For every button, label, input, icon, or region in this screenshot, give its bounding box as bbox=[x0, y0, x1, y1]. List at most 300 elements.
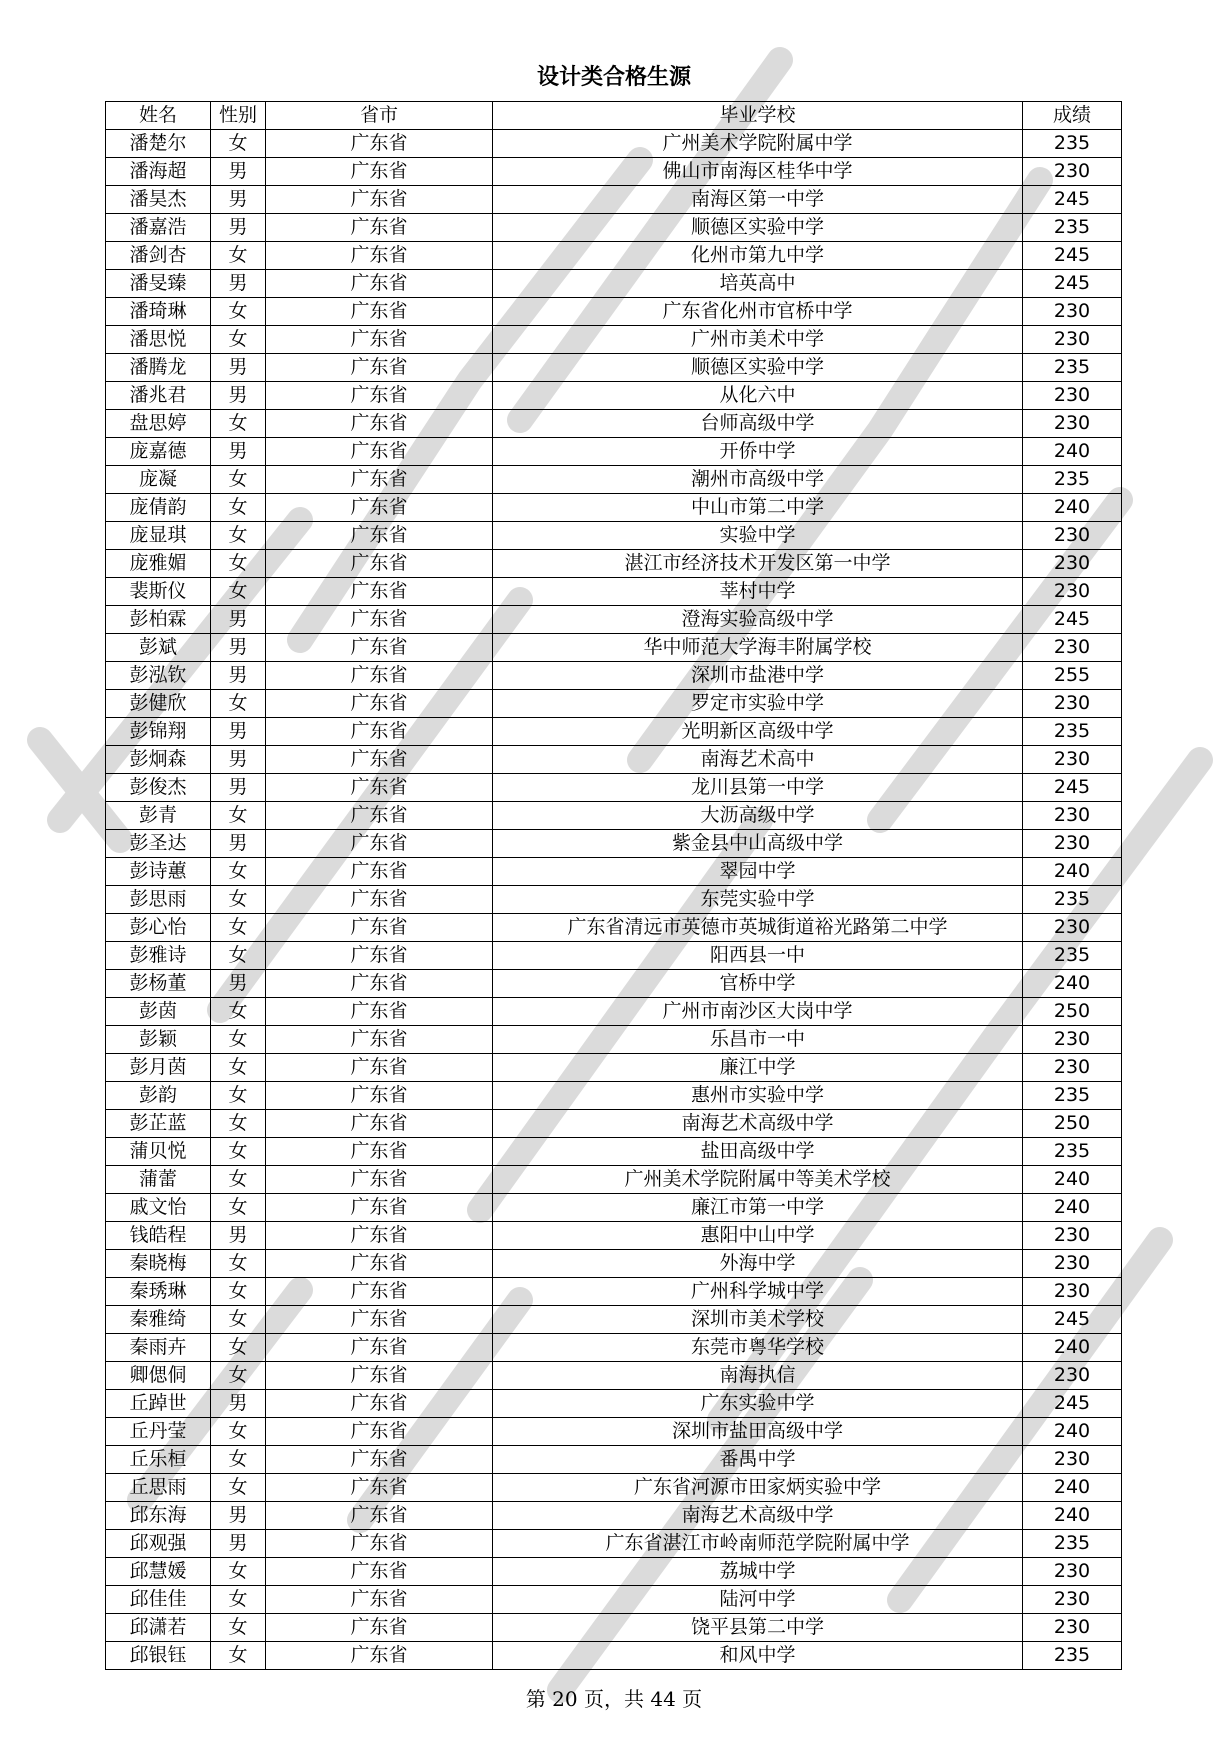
cell-gender: 女 bbox=[211, 1110, 266, 1138]
cell-school: 实验中学 bbox=[493, 522, 1023, 550]
table-row bbox=[106, 242, 1122, 270]
cell-school: 大沥高级中学 bbox=[493, 802, 1023, 830]
cell-province: 广东省 bbox=[266, 354, 493, 382]
cell-score: 245 bbox=[1023, 774, 1122, 802]
cell-gender: 女 bbox=[211, 1586, 266, 1614]
cell-school: 广东省化州市官桥中学 bbox=[493, 298, 1023, 326]
cell-gender: 女 bbox=[211, 1446, 266, 1474]
cell-gender: 男 bbox=[211, 382, 266, 410]
cell-gender: 女 bbox=[211, 326, 266, 354]
table-row bbox=[106, 858, 1122, 886]
document-title: 设计类合格生源 bbox=[536, 65, 691, 90]
cell-name: 邱东海 bbox=[106, 1502, 211, 1530]
cell-school: 顺德区实验中学 bbox=[493, 214, 1023, 242]
cell-score: 230 bbox=[1023, 298, 1122, 326]
cell-province: 广东省 bbox=[266, 690, 493, 718]
cell-name: 邱佳佳 bbox=[106, 1586, 211, 1614]
cell-province: 广东省 bbox=[266, 634, 493, 662]
cell-school: 深圳市盐田高级中学 bbox=[493, 1418, 1023, 1446]
cell-gender: 女 bbox=[211, 1250, 266, 1278]
cell-gender: 女 bbox=[211, 1082, 266, 1110]
cell-school: 南海艺术高中 bbox=[493, 746, 1023, 774]
table-row bbox=[106, 1082, 1122, 1110]
cell-gender: 男 bbox=[211, 354, 266, 382]
cell-province: 广东省 bbox=[266, 1306, 493, 1334]
cell-province: 广东省 bbox=[266, 998, 493, 1026]
cell-name: 邱慧媛 bbox=[106, 1558, 211, 1586]
cell-name: 潘楚尔 bbox=[106, 130, 211, 158]
table-row bbox=[106, 158, 1122, 186]
cell-name: 丘乐桓 bbox=[106, 1446, 211, 1474]
table-row bbox=[106, 1278, 1122, 1306]
cell-school: 深圳市美术学校 bbox=[493, 1306, 1023, 1334]
cell-name: 彭茵 bbox=[106, 998, 211, 1026]
cell-score: 230 bbox=[1023, 1278, 1122, 1306]
table-row bbox=[106, 214, 1122, 242]
cell-score: 230 bbox=[1023, 410, 1122, 438]
cell-name: 邱银钰 bbox=[106, 1642, 211, 1670]
cell-name: 丘思雨 bbox=[106, 1474, 211, 1502]
cell-province: 广东省 bbox=[266, 382, 493, 410]
cell-score: 235 bbox=[1023, 214, 1122, 242]
table-row bbox=[106, 634, 1122, 662]
cell-school: 培英高中 bbox=[493, 270, 1023, 298]
cell-gender: 女 bbox=[211, 858, 266, 886]
table-row bbox=[106, 130, 1122, 158]
cell-gender: 女 bbox=[211, 550, 266, 578]
cell-score: 240 bbox=[1023, 1334, 1122, 1362]
cell-gender: 女 bbox=[211, 298, 266, 326]
table-row bbox=[106, 186, 1122, 214]
table-row bbox=[106, 1474, 1122, 1502]
cell-province: 广东省 bbox=[266, 466, 493, 494]
cell-province: 广东省 bbox=[266, 746, 493, 774]
cell-name: 邱潇若 bbox=[106, 1614, 211, 1642]
cell-score: 235 bbox=[1023, 354, 1122, 382]
cell-school: 盐田高级中学 bbox=[493, 1138, 1023, 1166]
table-row bbox=[106, 382, 1122, 410]
cell-gender: 男 bbox=[211, 970, 266, 998]
header-province: 省市 bbox=[266, 102, 493, 130]
cell-province: 广东省 bbox=[266, 214, 493, 242]
cell-province: 广东省 bbox=[266, 298, 493, 326]
cell-name: 丘丹莹 bbox=[106, 1418, 211, 1446]
table-row bbox=[106, 718, 1122, 746]
table-row bbox=[106, 942, 1122, 970]
cell-score: 230 bbox=[1023, 1026, 1122, 1054]
cell-name: 彭杨董 bbox=[106, 970, 211, 998]
cell-score: 235 bbox=[1023, 130, 1122, 158]
cell-score: 230 bbox=[1023, 914, 1122, 942]
cell-score: 230 bbox=[1023, 326, 1122, 354]
cell-name: 钱皓程 bbox=[106, 1222, 211, 1250]
cell-score: 245 bbox=[1023, 242, 1122, 270]
cell-score: 240 bbox=[1023, 1474, 1122, 1502]
cell-province: 广东省 bbox=[266, 1418, 493, 1446]
cell-gender: 女 bbox=[211, 130, 266, 158]
cell-school: 广东省湛江市岭南师范学院附属中学 bbox=[493, 1530, 1023, 1558]
cell-school: 南海执信 bbox=[493, 1362, 1023, 1390]
cell-province: 广东省 bbox=[266, 1110, 493, 1138]
cell-score: 230 bbox=[1023, 1558, 1122, 1586]
page-footer: 第 20 页，共 44 页 bbox=[525, 1687, 703, 1711]
cell-score: 235 bbox=[1023, 886, 1122, 914]
cell-name: 彭圣达 bbox=[106, 830, 211, 858]
cell-score: 230 bbox=[1023, 1362, 1122, 1390]
table-row bbox=[106, 662, 1122, 690]
cell-school: 光明新区高级中学 bbox=[493, 718, 1023, 746]
cell-province: 广东省 bbox=[266, 1586, 493, 1614]
cell-province: 广东省 bbox=[266, 662, 493, 690]
cell-score: 240 bbox=[1023, 858, 1122, 886]
cell-school: 荔城中学 bbox=[493, 1558, 1023, 1586]
cell-name: 盘思婷 bbox=[106, 410, 211, 438]
cell-name: 潘腾龙 bbox=[106, 354, 211, 382]
cell-school: 广州美术学院附属中学 bbox=[493, 130, 1023, 158]
cell-gender: 女 bbox=[211, 1166, 266, 1194]
table-row bbox=[106, 1026, 1122, 1054]
cell-province: 广东省 bbox=[266, 1530, 493, 1558]
cell-gender: 女 bbox=[211, 1642, 266, 1670]
cell-score: 230 bbox=[1023, 382, 1122, 410]
cell-province: 广东省 bbox=[266, 1166, 493, 1194]
cell-gender: 女 bbox=[211, 1026, 266, 1054]
cell-province: 广东省 bbox=[266, 1278, 493, 1306]
table-row bbox=[106, 1558, 1122, 1586]
cell-name: 蒲贝悦 bbox=[106, 1138, 211, 1166]
table-row bbox=[106, 410, 1122, 438]
cell-gender: 女 bbox=[211, 690, 266, 718]
cell-gender: 男 bbox=[211, 662, 266, 690]
table-row bbox=[106, 326, 1122, 354]
cell-province: 广东省 bbox=[266, 718, 493, 746]
header-gender: 性别 bbox=[211, 102, 266, 130]
cell-gender: 女 bbox=[211, 578, 266, 606]
cell-province: 广东省 bbox=[266, 186, 493, 214]
cell-province: 广东省 bbox=[266, 578, 493, 606]
cell-province: 广东省 bbox=[266, 1446, 493, 1474]
cell-school: 东莞实验中学 bbox=[493, 886, 1023, 914]
table-row bbox=[106, 1586, 1122, 1614]
cell-gender: 女 bbox=[211, 1306, 266, 1334]
cell-score: 240 bbox=[1023, 1194, 1122, 1222]
cell-name: 彭雅诗 bbox=[106, 942, 211, 970]
table-row bbox=[106, 774, 1122, 802]
cell-score: 255 bbox=[1023, 662, 1122, 690]
cell-province: 广东省 bbox=[266, 1026, 493, 1054]
table-row bbox=[106, 1138, 1122, 1166]
cell-gender: 男 bbox=[211, 606, 266, 634]
table-row bbox=[106, 298, 1122, 326]
cell-province: 广东省 bbox=[266, 438, 493, 466]
cell-gender: 男 bbox=[211, 1502, 266, 1530]
cell-name: 潘旻臻 bbox=[106, 270, 211, 298]
table-row bbox=[106, 354, 1122, 382]
table-header-row bbox=[106, 102, 1122, 130]
cell-name: 彭颖 bbox=[106, 1026, 211, 1054]
cell-gender: 女 bbox=[211, 1614, 266, 1642]
cell-score: 230 bbox=[1023, 1614, 1122, 1642]
cell-gender: 男 bbox=[211, 270, 266, 298]
cell-gender: 女 bbox=[211, 410, 266, 438]
cell-gender: 女 bbox=[211, 242, 266, 270]
cell-name: 彭月茵 bbox=[106, 1054, 211, 1082]
cell-score: 230 bbox=[1023, 634, 1122, 662]
table-row bbox=[106, 690, 1122, 718]
cell-province: 广东省 bbox=[266, 942, 493, 970]
table-body bbox=[106, 130, 1122, 1670]
table-row bbox=[106, 550, 1122, 578]
cell-score: 240 bbox=[1023, 1502, 1122, 1530]
cell-school: 惠阳中山中学 bbox=[493, 1222, 1023, 1250]
cell-province: 广东省 bbox=[266, 1390, 493, 1418]
cell-school: 番禺中学 bbox=[493, 1446, 1023, 1474]
table-row bbox=[106, 802, 1122, 830]
cell-school: 东莞市粤华学校 bbox=[493, 1334, 1023, 1362]
cell-name: 庞雅媚 bbox=[106, 550, 211, 578]
cell-school: 莘村中学 bbox=[493, 578, 1023, 606]
cell-score: 245 bbox=[1023, 606, 1122, 634]
cell-gender: 女 bbox=[211, 1334, 266, 1362]
cell-school: 惠州市实验中学 bbox=[493, 1082, 1023, 1110]
cell-score: 235 bbox=[1023, 1082, 1122, 1110]
cell-school: 化州市第九中学 bbox=[493, 242, 1023, 270]
cell-province: 广东省 bbox=[266, 1054, 493, 1082]
table-row bbox=[106, 830, 1122, 858]
cell-school: 华中师范大学海丰附属学校 bbox=[493, 634, 1023, 662]
cell-school: 广东实验中学 bbox=[493, 1390, 1023, 1418]
cell-school: 廉江中学 bbox=[493, 1054, 1023, 1082]
table-row bbox=[106, 270, 1122, 298]
cell-school: 官桥中学 bbox=[493, 970, 1023, 998]
cell-gender: 男 bbox=[211, 1530, 266, 1558]
cell-gender: 女 bbox=[211, 942, 266, 970]
cell-province: 广东省 bbox=[266, 858, 493, 886]
cell-school: 广州市南沙区大岗中学 bbox=[493, 998, 1023, 1026]
cell-school: 南海区第一中学 bbox=[493, 186, 1023, 214]
cell-gender: 男 bbox=[211, 774, 266, 802]
header-school: 毕业学校 bbox=[493, 102, 1023, 130]
cell-name: 裴斯仪 bbox=[106, 578, 211, 606]
table-row bbox=[106, 886, 1122, 914]
cell-province: 广东省 bbox=[266, 550, 493, 578]
cell-school: 深圳市盐港中学 bbox=[493, 662, 1023, 690]
cell-name: 秦雨卉 bbox=[106, 1334, 211, 1362]
cell-gender: 女 bbox=[211, 886, 266, 914]
cell-province: 广东省 bbox=[266, 1194, 493, 1222]
table-row bbox=[106, 1334, 1122, 1362]
cell-province: 广东省 bbox=[266, 410, 493, 438]
cell-name: 彭韵 bbox=[106, 1082, 211, 1110]
cell-province: 广东省 bbox=[266, 1642, 493, 1670]
cell-score: 230 bbox=[1023, 746, 1122, 774]
cell-gender: 男 bbox=[211, 158, 266, 186]
table-row bbox=[106, 914, 1122, 942]
cell-score: 240 bbox=[1023, 1166, 1122, 1194]
cell-school: 紫金县中山高级中学 bbox=[493, 830, 1023, 858]
cell-name: 庞显琪 bbox=[106, 522, 211, 550]
cell-score: 230 bbox=[1023, 1222, 1122, 1250]
cell-province: 广东省 bbox=[266, 158, 493, 186]
cell-gender: 女 bbox=[211, 1054, 266, 1082]
cell-province: 广东省 bbox=[266, 270, 493, 298]
cell-name: 彭锦翔 bbox=[106, 718, 211, 746]
cell-province: 广东省 bbox=[266, 522, 493, 550]
cell-name: 彭炯森 bbox=[106, 746, 211, 774]
table-row bbox=[106, 578, 1122, 606]
cell-name: 邱观强 bbox=[106, 1530, 211, 1558]
table-row bbox=[106, 438, 1122, 466]
cell-school: 澄海实验高级中学 bbox=[493, 606, 1023, 634]
header-name: 姓名 bbox=[106, 102, 211, 130]
cell-gender: 女 bbox=[211, 1558, 266, 1586]
cell-name: 彭斌 bbox=[106, 634, 211, 662]
cell-name: 潘思悦 bbox=[106, 326, 211, 354]
cell-name: 潘海超 bbox=[106, 158, 211, 186]
cell-province: 广东省 bbox=[266, 1250, 493, 1278]
cell-province: 广东省 bbox=[266, 606, 493, 634]
cell-name: 秦雅绮 bbox=[106, 1306, 211, 1334]
cell-gender: 女 bbox=[211, 466, 266, 494]
cell-name: 彭柏霖 bbox=[106, 606, 211, 634]
table-row bbox=[106, 1250, 1122, 1278]
cell-gender: 女 bbox=[211, 1194, 266, 1222]
cell-name: 彭心怡 bbox=[106, 914, 211, 942]
table-row bbox=[106, 1306, 1122, 1334]
cell-name: 庞凝 bbox=[106, 466, 211, 494]
cell-name: 卿偲侗 bbox=[106, 1362, 211, 1390]
cell-school: 陆河中学 bbox=[493, 1586, 1023, 1614]
table-row bbox=[106, 1530, 1122, 1558]
cell-score: 245 bbox=[1023, 186, 1122, 214]
table-row bbox=[106, 522, 1122, 550]
cell-score: 235 bbox=[1023, 942, 1122, 970]
cell-score: 230 bbox=[1023, 1446, 1122, 1474]
cell-name: 丘踔世 bbox=[106, 1390, 211, 1418]
cell-score: 240 bbox=[1023, 1418, 1122, 1446]
cell-school: 开侨中学 bbox=[493, 438, 1023, 466]
cell-school: 台师高级中学 bbox=[493, 410, 1023, 438]
cell-score: 230 bbox=[1023, 690, 1122, 718]
cell-name: 庞倩韵 bbox=[106, 494, 211, 522]
cell-gender: 女 bbox=[211, 1278, 266, 1306]
cell-school: 佛山市南海区桂华中学 bbox=[493, 158, 1023, 186]
cell-province: 广东省 bbox=[266, 1222, 493, 1250]
table-row bbox=[106, 1446, 1122, 1474]
table-row bbox=[106, 1166, 1122, 1194]
table-row bbox=[106, 1194, 1122, 1222]
cell-province: 广东省 bbox=[266, 1138, 493, 1166]
cell-gender: 女 bbox=[211, 1418, 266, 1446]
cell-gender: 女 bbox=[211, 1362, 266, 1390]
cell-province: 广东省 bbox=[266, 1558, 493, 1586]
cell-gender: 女 bbox=[211, 998, 266, 1026]
cell-name: 彭泓钦 bbox=[106, 662, 211, 690]
cell-score: 230 bbox=[1023, 1250, 1122, 1278]
table-row bbox=[106, 1054, 1122, 1082]
cell-name: 潘昊杰 bbox=[106, 186, 211, 214]
cell-score: 230 bbox=[1023, 830, 1122, 858]
cell-gender: 女 bbox=[211, 802, 266, 830]
cell-name: 潘兆君 bbox=[106, 382, 211, 410]
cell-province: 广东省 bbox=[266, 1614, 493, 1642]
cell-school: 中山市第二中学 bbox=[493, 494, 1023, 522]
cell-name: 彭健欣 bbox=[106, 690, 211, 718]
cell-gender: 男 bbox=[211, 214, 266, 242]
cell-score: 240 bbox=[1023, 494, 1122, 522]
cell-name: 蒲蕾 bbox=[106, 1166, 211, 1194]
cell-score: 235 bbox=[1023, 466, 1122, 494]
cell-province: 广东省 bbox=[266, 242, 493, 270]
table-row bbox=[106, 1642, 1122, 1670]
cell-gender: 男 bbox=[211, 438, 266, 466]
cell-province: 广东省 bbox=[266, 1474, 493, 1502]
cell-gender: 男 bbox=[211, 1390, 266, 1418]
cell-school: 外海中学 bbox=[493, 1250, 1023, 1278]
table-row bbox=[106, 1418, 1122, 1446]
cell-school: 潮州市高级中学 bbox=[493, 466, 1023, 494]
cell-score: 230 bbox=[1023, 802, 1122, 830]
cell-gender: 女 bbox=[211, 914, 266, 942]
table-row bbox=[106, 1222, 1122, 1250]
candidates-table bbox=[105, 101, 1122, 1670]
cell-name: 秦琇琳 bbox=[106, 1278, 211, 1306]
cell-gender: 男 bbox=[211, 186, 266, 214]
cell-name: 潘琦琳 bbox=[106, 298, 211, 326]
table-row bbox=[106, 1110, 1122, 1138]
cell-score: 240 bbox=[1023, 438, 1122, 466]
cell-score: 245 bbox=[1023, 1306, 1122, 1334]
cell-gender: 男 bbox=[211, 634, 266, 662]
cell-score: 230 bbox=[1023, 550, 1122, 578]
cell-score: 235 bbox=[1023, 1642, 1122, 1670]
cell-province: 广东省 bbox=[266, 774, 493, 802]
table-row bbox=[106, 1362, 1122, 1390]
cell-school: 乐昌市一中 bbox=[493, 1026, 1023, 1054]
cell-province: 广东省 bbox=[266, 830, 493, 858]
cell-name: 彭俊杰 bbox=[106, 774, 211, 802]
cell-gender: 女 bbox=[211, 494, 266, 522]
cell-school: 顺德区实验中学 bbox=[493, 354, 1023, 382]
table-row bbox=[106, 494, 1122, 522]
cell-score: 245 bbox=[1023, 1390, 1122, 1418]
cell-gender: 女 bbox=[211, 1474, 266, 1502]
cell-school: 从化六中 bbox=[493, 382, 1023, 410]
cell-school: 饶平县第二中学 bbox=[493, 1614, 1023, 1642]
cell-school: 广州市美术中学 bbox=[493, 326, 1023, 354]
cell-name: 潘剑杏 bbox=[106, 242, 211, 270]
cell-province: 广东省 bbox=[266, 1082, 493, 1110]
cell-school: 南海艺术高级中学 bbox=[493, 1110, 1023, 1138]
cell-score: 235 bbox=[1023, 718, 1122, 746]
cell-province: 广东省 bbox=[266, 1502, 493, 1530]
header-score: 成绩 bbox=[1023, 102, 1122, 130]
cell-name: 彭芷蓝 bbox=[106, 1110, 211, 1138]
cell-school: 广州科学城中学 bbox=[493, 1278, 1023, 1306]
cell-province: 广东省 bbox=[266, 494, 493, 522]
cell-score: 230 bbox=[1023, 1054, 1122, 1082]
cell-school: 翠园中学 bbox=[493, 858, 1023, 886]
cell-school: 广东省河源市田家炳实验中学 bbox=[493, 1474, 1023, 1502]
cell-province: 广东省 bbox=[266, 1362, 493, 1390]
cell-name: 戚文怡 bbox=[106, 1194, 211, 1222]
cell-school: 廉江市第一中学 bbox=[493, 1194, 1023, 1222]
cell-score: 230 bbox=[1023, 522, 1122, 550]
cell-gender: 男 bbox=[211, 830, 266, 858]
cell-name: 秦晓梅 bbox=[106, 1250, 211, 1278]
cell-score: 240 bbox=[1023, 970, 1122, 998]
cell-province: 广东省 bbox=[266, 970, 493, 998]
